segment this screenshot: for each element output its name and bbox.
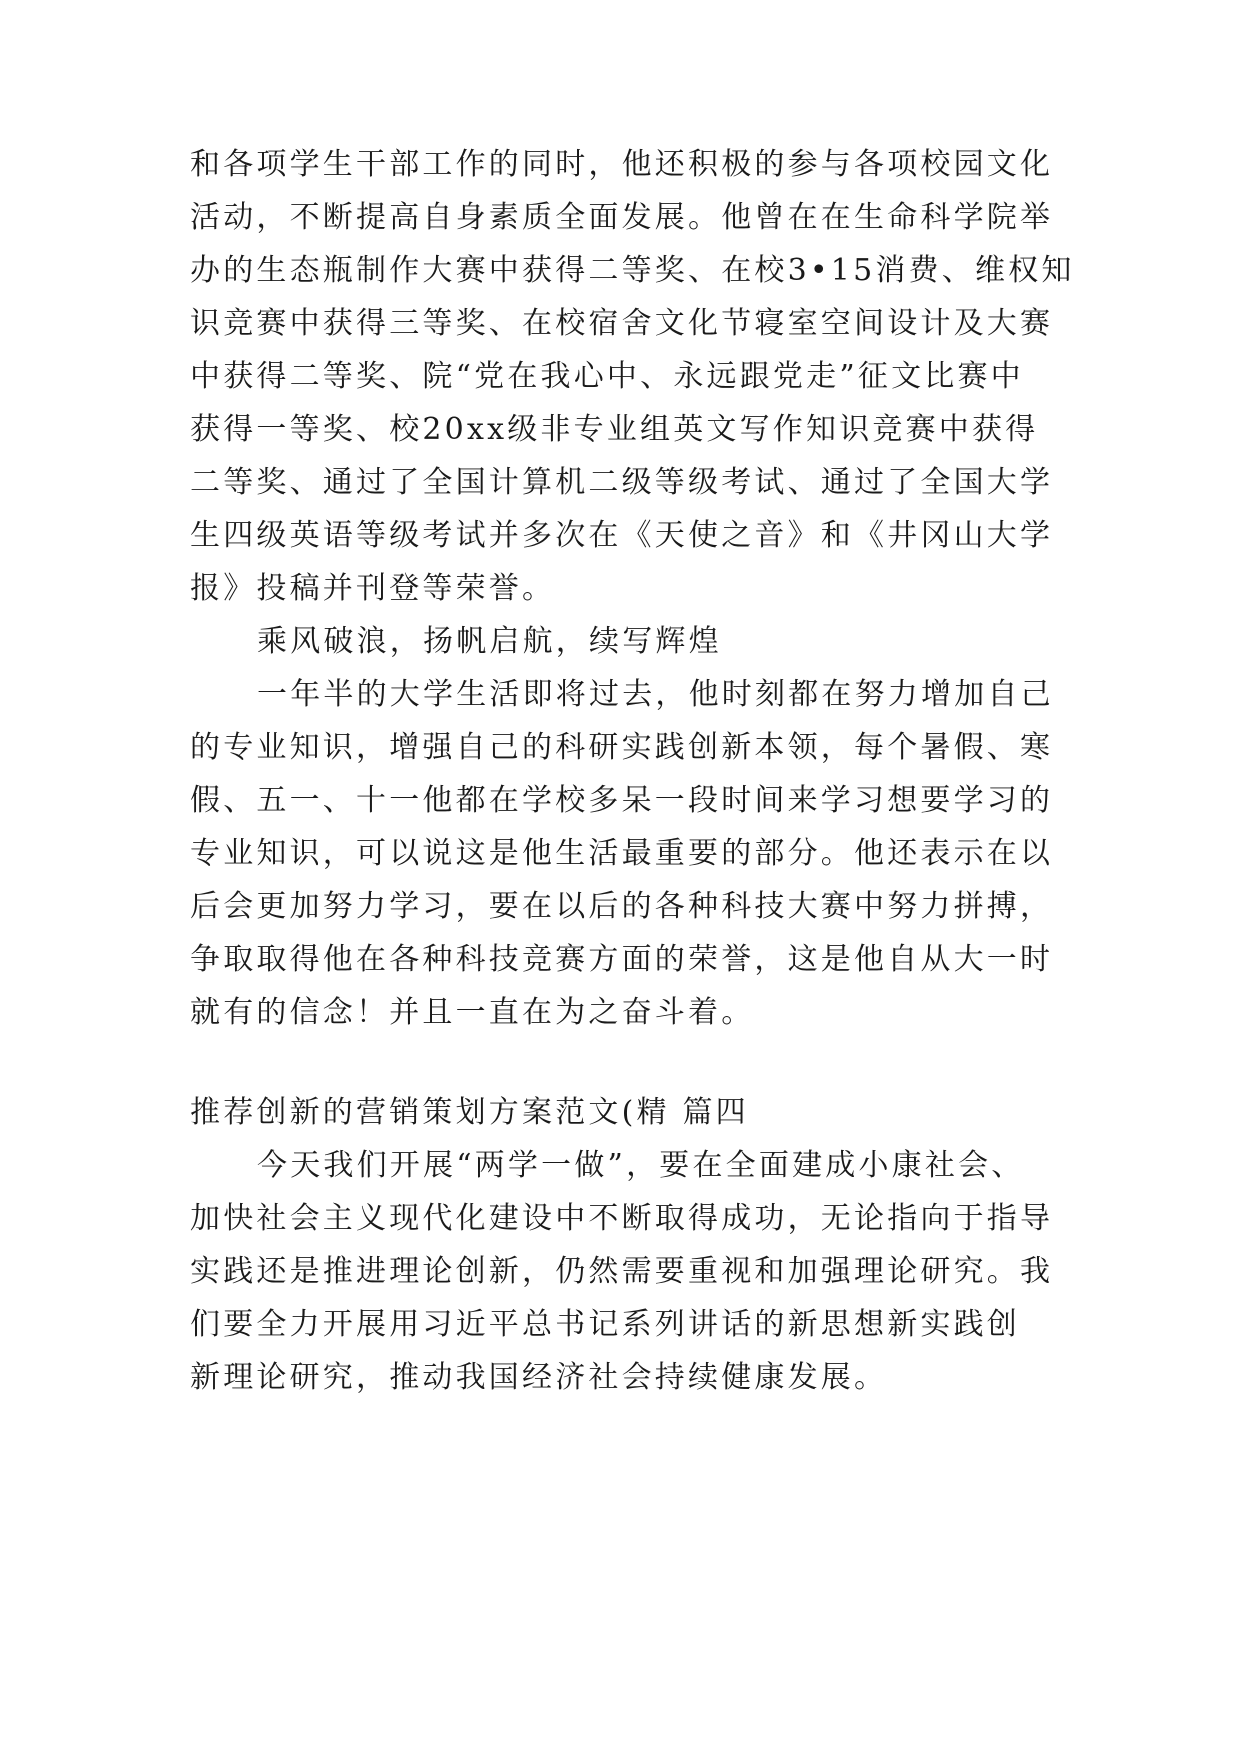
- text-line: 假、五一、十一他都在学校多呆一段时间来学习想要学习的: [190, 783, 1054, 818]
- text-line: 的专业知识，增强自己的科研实践创新本领，每个暑假、寒: [190, 730, 1054, 765]
- text-line: 们要全力开展用习近平总书记系列讲话的新思想新实践创: [190, 1307, 1020, 1342]
- text-line: 活动，不断提高自身素质全面发展。他曾在在生命科学院举: [190, 200, 1054, 235]
- text-line: 就有的信念！并且一直在为之奋斗着。: [190, 995, 755, 1030]
- text-line: 生四级英语等级考试并多次在《天使之音》和《井冈山大学: [190, 518, 1054, 553]
- text-line: 获得一等奖、校20xx级非专业组英文写作知识竞赛中获得: [190, 412, 1039, 447]
- text-line: 报》投稿并刊登等荣誉。: [190, 571, 556, 606]
- text-line: 中获得二等奖、院“党在我心中、永远跟党走”征文比赛中: [190, 359, 1024, 394]
- text-line: 办的生态瓶制作大赛中获得二等奖、在校3•15消费、维权知: [190, 253, 1075, 288]
- text-line: 新理论研究，推动我国经济社会持续健康发展。: [190, 1360, 888, 1395]
- text-line: 加快社会主义现代化建设中不断取得成功，无论指向于指导: [190, 1201, 1054, 1236]
- text-line: 今天我们开展“两学一做”，要在全面建成小康社会、: [257, 1148, 1025, 1183]
- text-line: 后会更加努力学习，要在以后的各种科技大赛中努力拼搏，: [190, 889, 1054, 924]
- section-heading: 推荐创新的营销策划方案范文(精 篇四: [190, 1095, 749, 1130]
- text-line: 二等奖、通过了全国计算机二级等级考试、通过了全国大学: [190, 465, 1054, 500]
- text-line: 专业知识，可以说这是他生活最重要的部分。他还表示在以: [190, 836, 1054, 871]
- text-line: 和各项学生干部工作的同时，他还积极的参与各项校园文化: [190, 147, 1054, 182]
- text-line: 一年半的大学生活即将过去，他时刻都在努力增加自己: [257, 677, 1054, 712]
- text-line: 实践还是推进理论创新，仍然需要重视和加强理论研究。我: [190, 1254, 1054, 1289]
- text-line: 争取取得他在各种科技竞赛方面的荣誉，这是他自从大一时: [190, 942, 1054, 977]
- section-subheading: 乘风破浪，扬帆启航，续写辉煌: [257, 624, 722, 659]
- text-line: 识竞赛中获得三等奖、在校宿舍文化节寝室空间设计及大赛: [190, 306, 1054, 341]
